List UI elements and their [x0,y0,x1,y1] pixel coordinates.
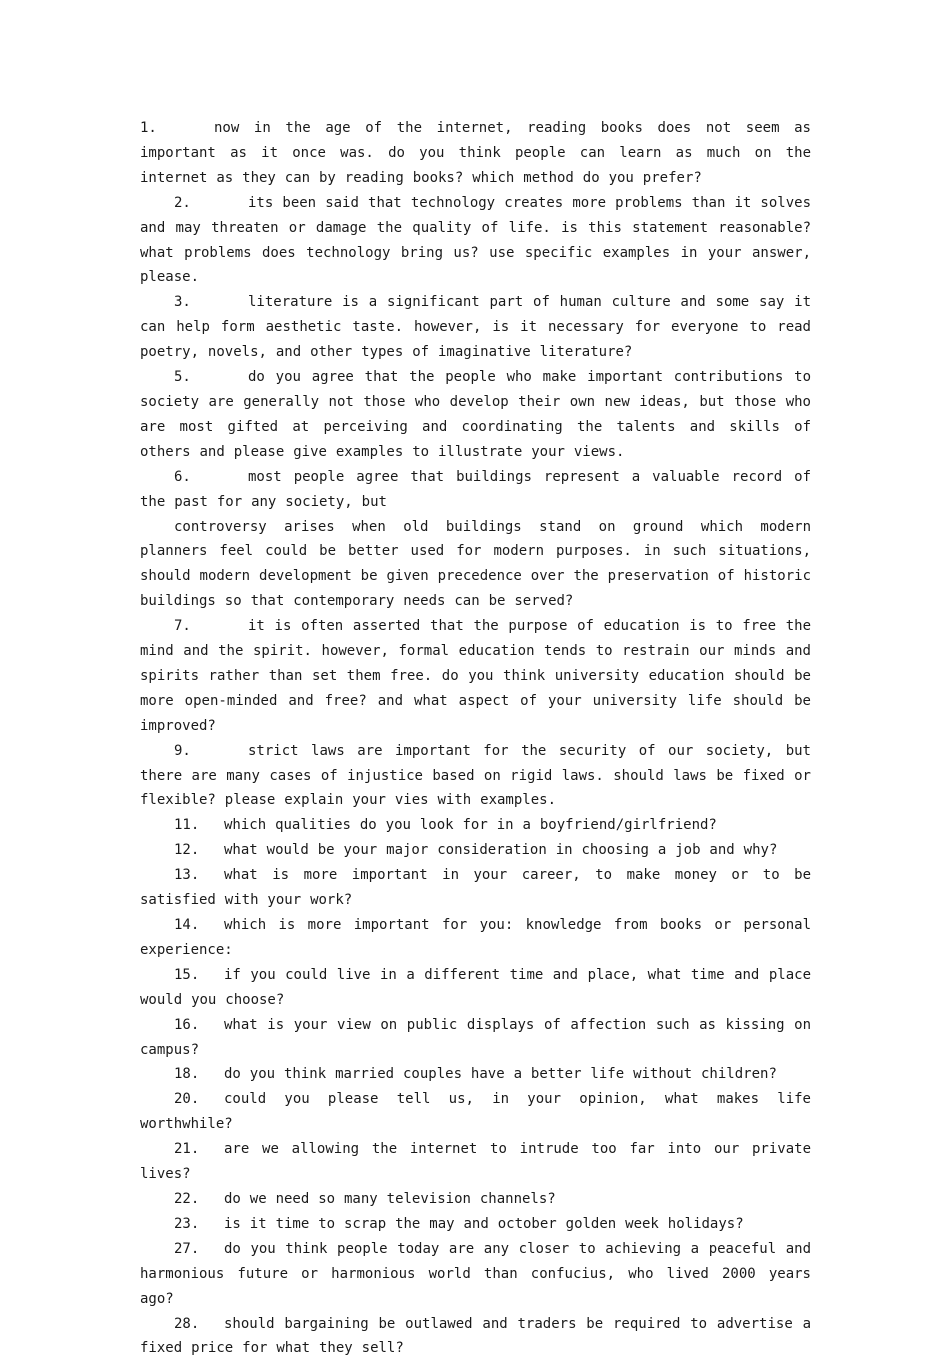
question-number: 7. [174,614,248,639]
question-number: 11. [174,813,224,838]
question-9 [140,739,811,814]
question-16 [140,1013,811,1063]
question-number: 27. [174,1237,224,1262]
question-27 [140,1237,811,1312]
question-number: 13. [174,863,224,888]
question-number: 20. [174,1087,224,1112]
question-number: 2. [174,191,248,216]
question-13 [140,863,811,913]
question-number: 21. [174,1137,224,1162]
question-text: which is more important for you: knowledge from books or personal experience: [140,917,811,958]
question-number: 28. [174,1312,224,1337]
question-number: 16. [174,1013,224,1038]
question-20 [140,1087,811,1137]
question-text: could you please tell us, in your opinion, what makes life worthwhile? [140,1091,811,1132]
question-15 [140,963,811,1013]
question-23 [140,1212,811,1237]
question-12 [140,838,811,863]
question-text: if you could live in a different time and place, what time and place would you choose? [140,967,811,1008]
question-6 [140,465,811,515]
question-text: now in the age of the internet, reading books does not seem as important as it once was. do you think people can learn as much on the internet as they can by reading books? which method do you prefer? [140,120,811,186]
question-number: 14. [174,913,224,938]
question-1 [140,116,811,191]
question-number: 9. [174,739,248,764]
question-21 [140,1137,811,1187]
question-text: do you agree that the people who make important contributions to society are generally not those who develop their own new ideas, but those who are most gifted at perceiving and coordinating the talents and skills of others and please give examples to illustrate your views. [140,369,811,460]
question-text: what is more important in your career, to make money or to be satisfied with your work? [140,867,811,908]
question-number: 22. [174,1187,224,1212]
question-5 [140,365,811,465]
question-3 [140,290,811,365]
question-text: its been said that technology creates more problems than it solves and may threaten or damage the quality of life. is this statement reasonable? what problems does technology bring us? use specific examples in your answer, please. [140,195,811,286]
question-text: should bargaining be outlawed and traders be required to advertise a fixed price for what they sell? [140,1316,811,1357]
question-text: do we need so many television channels? [224,1191,556,1207]
question-number: 1. [140,116,214,141]
question-7 [140,614,811,739]
question-text: controversy arises when old buildings stand on ground which modern planners feel could be better used for modern purposes. in such situations, should modern development be given precedence over the preservation of historic buildings so that contemporary needs can be served? [140,519,811,610]
question-text: literature is a significant part of human culture and some say it can help form aesthetic taste. however, is it necessary for everyone to read poetry, novels, and other types of imaginative literature? [140,294,811,360]
question-text: are we allowing the internet to intrude too far into our private lives? [140,1141,811,1182]
question-text: what would be your major consideration in choosing a job and why? [224,842,777,858]
question-number: 5. [174,365,248,390]
question-text: do you think married couples have a better life without children? [224,1066,777,1082]
question-text: strict laws are important for the security of our society, but there are many cases of injustice based on rigid laws. should laws be fixed or flexible? please explain your vies with examples. [140,743,811,809]
question-text: which qualities do you look for in a boyfriend/girlfriend? [224,817,717,833]
question-22 [140,1187,811,1212]
question-number: 15. [174,963,224,988]
question-number: 23. [174,1212,224,1237]
question-text: what is your view on public displays of affection such as kissing on campus? [140,1017,811,1058]
question-text: is it time to scrap the may and october golden week holidays? [224,1216,744,1232]
question-18 [140,1062,811,1087]
question-2 [140,191,811,291]
question-number: 6. [174,465,248,490]
question-number: 18. [174,1062,224,1087]
question-6-continued [140,515,811,615]
question-14 [140,913,811,963]
question-text: most people agree that buildings represent a valuable record of the past for any society, but [140,469,811,510]
question-number: 3. [174,290,248,315]
question-text: it is often asserted that the purpose of education is to free the mind and the spirit. however, formal education tends to restrain our minds and spirits rather than set them free. do you think university education should be more open-minded and free? and what aspect of your university life should be improved? [140,618,811,734]
question-text: do you think people today are any closer to achieving a peaceful and harmonious future or harmonious world than confucius, who lived 2000 years ago? [140,1241,811,1307]
question-28 [140,1312,811,1361]
question-number: 12. [174,838,224,863]
document-page [140,116,811,1361]
question-11 [140,813,811,838]
